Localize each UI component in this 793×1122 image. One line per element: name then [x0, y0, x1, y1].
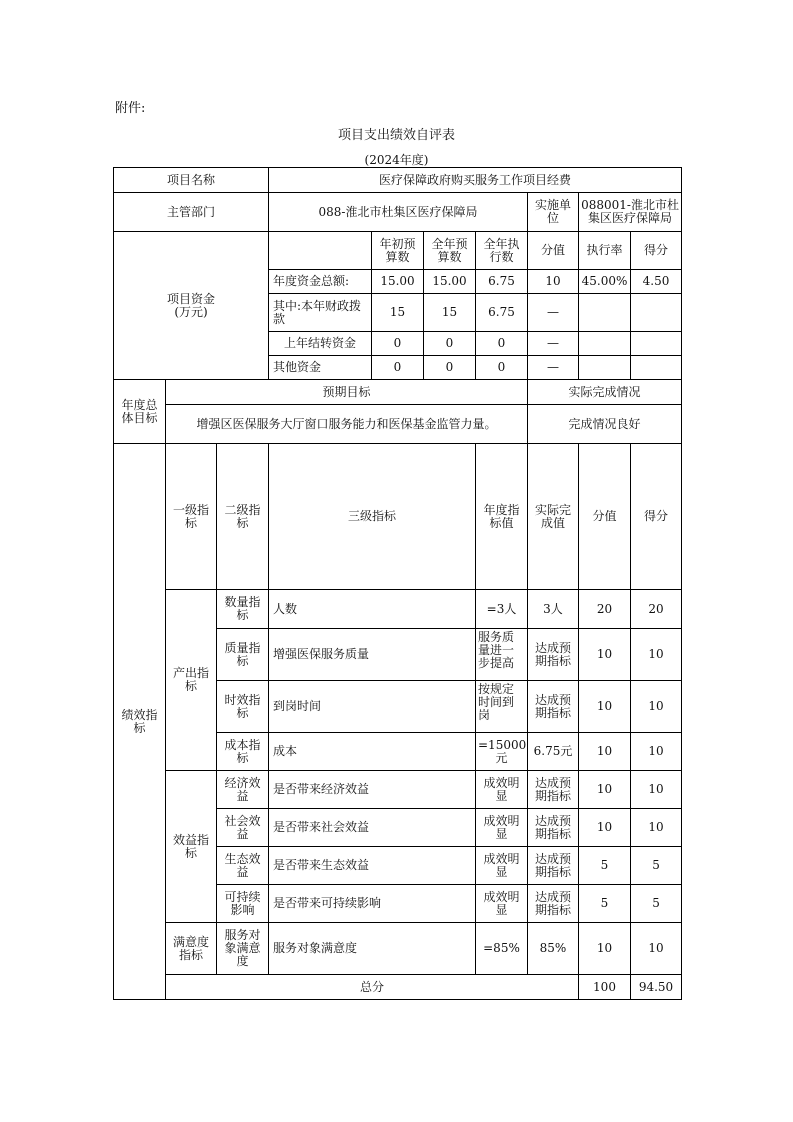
target-value: =3人 [476, 590, 528, 629]
got: 10 [631, 681, 682, 733]
level1-benefit: 效益指标 [166, 771, 217, 923]
actual-value: 达成预期指标 [528, 847, 579, 885]
goal-content-row [114, 405, 682, 444]
funds-cell: — [528, 332, 579, 356]
funds-header: 全年预算数 [424, 232, 476, 270]
funds-cell: 0 [372, 332, 424, 356]
level3: 是否带来生态效益 [269, 847, 476, 885]
unit-label: 实施单位 [528, 193, 579, 232]
funds-cell: 0 [424, 332, 476, 356]
target-value: =15000元 [476, 733, 528, 771]
funds-row-label: 上年结转资金 [269, 332, 372, 356]
target-value: 服务质量进一步提高 [476, 629, 528, 681]
funds-label: 项目资金 (万元) [114, 232, 269, 380]
got: 10 [631, 809, 682, 847]
actual-value: 达成预期指标 [528, 809, 579, 847]
funds-cell [631, 356, 682, 380]
total-score: 100 [579, 975, 631, 1000]
level3: 服务对象满意度 [269, 923, 476, 975]
goal-actual-label: 实际完成情况 [528, 380, 682, 405]
funds-cell: 0 [476, 356, 528, 380]
level3: 到岗时间 [269, 681, 476, 733]
actual-value: 达成预期指标 [528, 681, 579, 733]
funds-cell: 15 [424, 294, 476, 332]
level2: 数量指标 [217, 590, 269, 629]
funds-header: 分值 [528, 232, 579, 270]
goal-actual: 完成情况良好 [528, 405, 682, 444]
level3: 是否带来经济效益 [269, 771, 476, 809]
funds-header-blank [269, 232, 372, 270]
level3: 人数 [269, 590, 476, 629]
level1-output: 产出指标 [166, 590, 217, 771]
funds-header: 得分 [631, 232, 682, 270]
funds-cell: 45.00% [579, 270, 631, 294]
indicator-row [114, 923, 682, 975]
funds-cell: 0 [424, 356, 476, 380]
level2: 社会效益 [217, 809, 269, 847]
level2: 质量指标 [217, 629, 269, 681]
level3: 是否带来可持续影响 [269, 885, 476, 923]
project-name-row [114, 168, 682, 193]
funds-cell: — [528, 356, 579, 380]
actual-value: 达成预期指标 [528, 771, 579, 809]
funds-cell [631, 332, 682, 356]
target-value: 按规定时间到岗 [476, 681, 528, 733]
funds-cell: 10 [528, 270, 579, 294]
funds-header: 年初预算数 [372, 232, 424, 270]
funds-header: 执行率 [579, 232, 631, 270]
dept-row [114, 193, 682, 232]
got: 5 [631, 885, 682, 923]
funds-header-row [114, 232, 682, 270]
unit-value: 088001-淮北市杜集区医疗保障局 [579, 193, 682, 232]
got: 5 [631, 847, 682, 885]
target-value: 成效明显 [476, 809, 528, 847]
actual-value: 达成预期指标 [528, 885, 579, 923]
actual-value: 3人 [528, 590, 579, 629]
evaluation-table [113, 167, 682, 1000]
funds-row-label: 年度资金总额: [269, 270, 372, 294]
indicator-header: 三级指标 [269, 444, 476, 590]
actual-value: 达成预期指标 [528, 629, 579, 681]
target-value: 成效明显 [476, 771, 528, 809]
actual-value: 85% [528, 923, 579, 975]
score: 10 [579, 771, 631, 809]
funds-cell [579, 332, 631, 356]
indicator-header: 一级指标 [166, 444, 217, 590]
score: 10 [579, 681, 631, 733]
indicator-header: 得分 [631, 444, 682, 590]
got: 10 [631, 923, 682, 975]
funds-row-label: 其他资金 [269, 356, 372, 380]
target-value: 成效明显 [476, 885, 528, 923]
project-name-label: 项目名称 [114, 168, 269, 193]
score: 10 [579, 923, 631, 975]
got: 20 [631, 590, 682, 629]
level1-satisfaction: 满意度指标 [166, 923, 217, 975]
score: 5 [579, 885, 631, 923]
funds-cell: 4.50 [631, 270, 682, 294]
project-name: 医疗保障政府购买服务工作项目经费 [269, 168, 682, 193]
score: 10 [579, 809, 631, 847]
funds-cell: — [528, 294, 579, 332]
level3: 成本 [269, 733, 476, 771]
score: 10 [579, 733, 631, 771]
target-value: 成效明显 [476, 847, 528, 885]
indicator-row [114, 590, 682, 629]
actual-value: 6.75元 [528, 733, 579, 771]
funds-cell [579, 294, 631, 332]
funds-cell [579, 356, 631, 380]
total-got: 94.50 [631, 975, 682, 1000]
level2: 经济效益 [217, 771, 269, 809]
got: 10 [631, 629, 682, 681]
indicator-header-row [114, 444, 682, 590]
level2: 服务对象满意度 [217, 923, 269, 975]
level2: 时效指标 [217, 681, 269, 733]
level2: 生态效益 [217, 847, 269, 885]
funds-cell [631, 294, 682, 332]
funds-cell: 0 [476, 332, 528, 356]
indicator-header: 二级指标 [217, 444, 269, 590]
goal-label: 年度总体目标 [114, 380, 166, 444]
report-year: (2024年度) [364, 153, 429, 167]
total-label: 总分 [166, 975, 579, 1000]
got: 10 [631, 771, 682, 809]
funds-cell: 6.75 [476, 270, 528, 294]
score: 5 [579, 847, 631, 885]
level3: 增强医保服务质量 [269, 629, 476, 681]
funds-cell: 15.00 [372, 270, 424, 294]
funds-cell: 15 [372, 294, 424, 332]
goal-expected-label: 预期目标 [166, 380, 528, 405]
target-value: =85% [476, 923, 528, 975]
indicator-row [114, 771, 682, 809]
goal-header-row [114, 380, 682, 405]
total-row [114, 975, 682, 1000]
goal-expected: 增强区医保服务大厅窗口服务能力和医保基金监管力量。 [166, 405, 528, 444]
dept-label: 主管部门 [114, 193, 269, 232]
page-title: 项目支出绩效自评表 [337, 128, 455, 143]
funds-cell: 6.75 [476, 294, 528, 332]
indicator-header: 年度指标值 [476, 444, 528, 590]
funds-row-label: 其中:本年财政拨款 [269, 294, 372, 332]
level2: 可持续影响 [217, 885, 269, 923]
funds-cell: 15.00 [424, 270, 476, 294]
dept-value: 088-淮北市杜集区医疗保障局 [269, 193, 528, 232]
score: 20 [579, 590, 631, 629]
funds-header: 全年执行数 [476, 232, 528, 270]
indicator-header: 实际完成值 [528, 444, 579, 590]
level3: 是否带来社会效益 [269, 809, 476, 847]
got: 10 [631, 733, 682, 771]
attachment-label: 附件: [115, 101, 146, 116]
score: 10 [579, 629, 631, 681]
funds-cell: 0 [372, 356, 424, 380]
indicator-header: 分值 [579, 444, 631, 590]
level2: 成本指标 [217, 733, 269, 771]
indicators-label: 绩效指标 [114, 444, 166, 1000]
